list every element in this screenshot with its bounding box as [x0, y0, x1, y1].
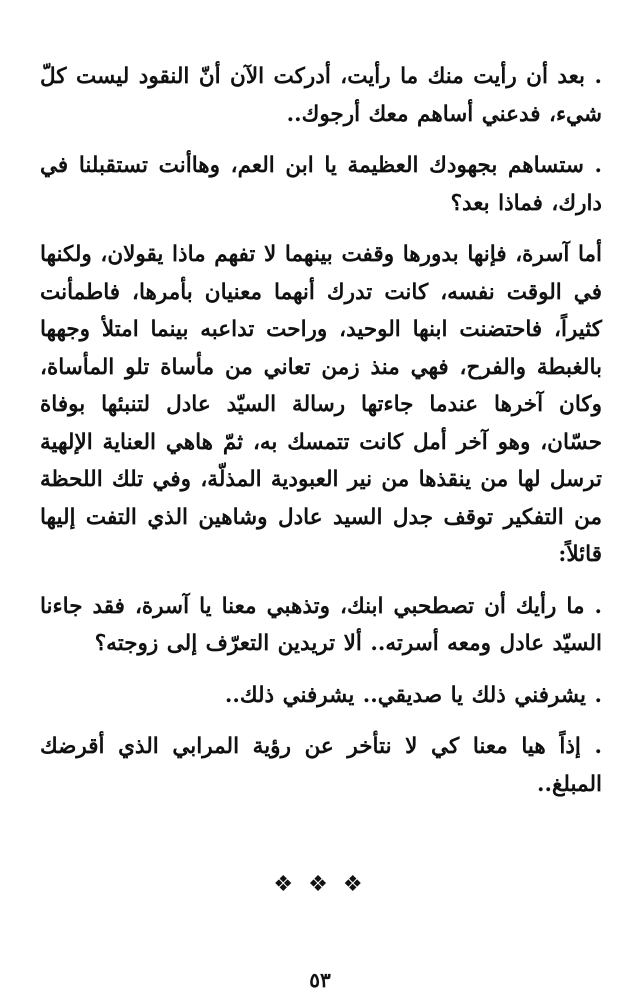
- paragraph-1: . بعد أن رأيت منك ما رأيت، أدركت الآن أنّ النقود ليست كلّ شيء، فدعني أساهم معك أرجوك..: [40, 64, 602, 127]
- paragraph-3: أما آسرة، فإنها بدورها وقفت بينهما لا تفهم ماذا يقولان، ولكنها في الوقت نفسه، كانت تدرك أنهما معنيان بأمرها، فاطمأنت كثيراً، فاحتضنت ابنها الوحيد، وراحت تداعبه بينما امتلأ وجهها بالغبطة والفرح، فهي منذ زمن تعاني من مأساة تلو المأساة، وكان آخرها عندما جاءتها رسالة السيّد عادل لتنبئها بوفاة حسّان، وهو آخر أمل كانت تتمسك به، ثمّ هاهي العناية الإلهية ترسل لها من ينقذها من نير العبودية المذلّة، وفي تلك اللحظة من التفكير توقف جدل السيد عادل وشاهين الذي التفت إليها قائلاً:: [40, 242, 602, 567]
- paragraph-4: . ما رأيك أن تصطحبي ابنك، وتذهبي معنا يا آسرة، فقد جاءنا السيّد عادل ومعه أسرته.. ألا تريدين التعرّف إلى زوجته؟: [40, 593, 602, 656]
- section-separator: ❖ ❖ ❖: [273, 872, 367, 897]
- body-text: [40, 58, 602, 803]
- paragraph-5: . يشرفني ذلك يا صديقي.. يشرفني ذلك..: [224, 682, 602, 708]
- paragraph-6: . إذاً هيا معنا كي لا نتأخر عن رؤية المرابي الذي أقرضك المبلغ..: [40, 734, 602, 797]
- paragraph-2: . ستساهم بجهودك العظيمة يا ابن العم، وهاأنت تستقبلنا في دارك، فماذا بعد؟: [40, 153, 602, 216]
- page-number: ٥٣: [309, 968, 331, 992]
